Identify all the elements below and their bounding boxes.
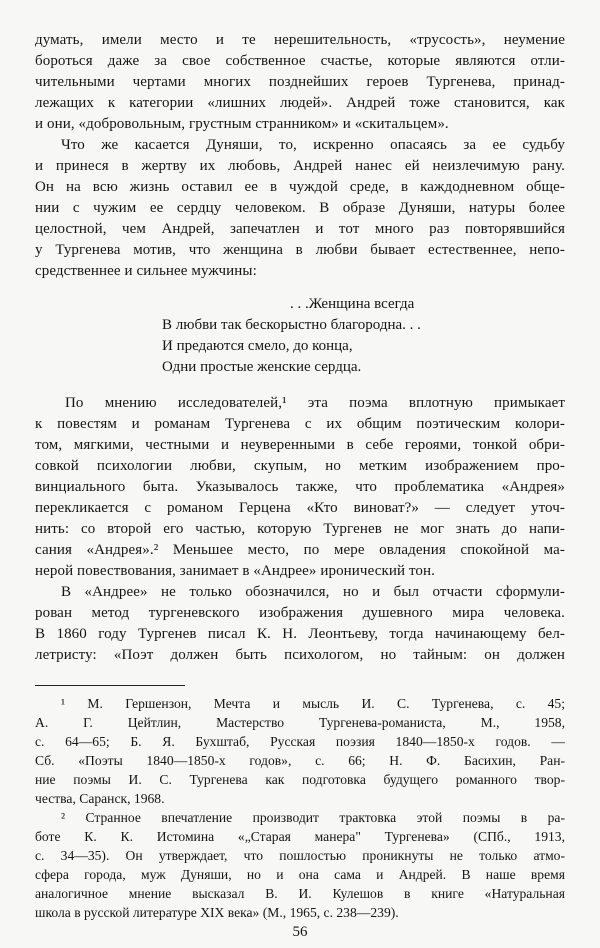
text-line: сания «Андрея».² Меньшее место, по мере овладения спокойной ма-	[35, 542, 565, 558]
text-line: перекликается с романом Герцена «Кто виноват?» — следует уточ-	[35, 500, 565, 516]
text-line: В «Андрее» не только обозначился, но и был отчасти сформули-	[61, 584, 565, 600]
footnote-line: с. 64—65; Б. Я. Бухштаб, Русская поэзия 1840—1850-х годов. —	[35, 734, 565, 749]
text-line: винциального быта. Указывалось также, что проблематика «Андрея»	[35, 479, 565, 495]
text-line: чительными чертами многих позднейших героев Тургенева, принад-	[35, 74, 565, 90]
text-line: бороться даже за свое собственное счастье, которые являются отли-	[35, 53, 565, 69]
text-line: у Тургенева мотив, что женщина в любви бывает естественнее, непо-	[35, 242, 565, 258]
footnote-line: боте К. К. Истомина «„Старая манера" Тургенева» (СПб., 1913,	[35, 829, 565, 844]
text-line: к повестям и романам Тургенева с их общим поэтическим колори-	[35, 416, 565, 432]
text-line: По мнению исследователей,¹ эта поэма вплотную примыкает	[65, 395, 565, 411]
text-line: целостной, чем Андрей, запечатлен и тот много раз повторявшийся	[35, 221, 565, 237]
footnote-line: ² Странное впечатление производит трактовка этой поэмы в ра-	[61, 810, 565, 825]
text-line: лежащих к категории «лишних людей». Андрей тоже становится, как	[35, 95, 565, 111]
poem-line: . . .Женщина всегда	[290, 296, 415, 312]
poem-line: И предаются смело, до конца,	[162, 338, 353, 354]
text-line: В 1860 году Тургенев писал К. Н. Леонтьеву, тогда начинающему бел-	[35, 626, 565, 642]
text-line: совкой психологии любви, скупым, но метким изображением про-	[35, 458, 565, 474]
footnote-line: ние поэмы И. С. Тургенева как подготовка будущего романного твор-	[35, 772, 565, 787]
page-number: 56	[292, 924, 308, 940]
text-line: нерой повествования, занимает в «Андрее» иронический тон.	[35, 563, 435, 579]
text-line: и принеся в жертву их любовь, Андрей нанес ей неизлечимую рану.	[35, 158, 565, 174]
text-line: Что же касается Дуняши, то, искренно опасаясь за ее судьбу	[61, 137, 565, 153]
footnote-divider	[35, 685, 185, 686]
text-line: думать, имели место и те нерешительность, «трусость», неумение	[35, 32, 565, 48]
text-line: летристу: «Поэт должен быть психологом, но тайным: он должен	[35, 647, 565, 663]
text-line: нии с чужим ее сердцу человеком. В образе Дуняши, натуры более	[35, 200, 565, 216]
text-line: рован метод тургеневского изображения душевного мира человека.	[35, 605, 565, 621]
footnote-line: ¹ М. Гершензон, Мечта и мысль И. С. Тургенева, с. 45;	[61, 696, 565, 711]
footnote-line: аналогичное мнение высказал В. И. Кулешов в книге «Натуральная	[35, 886, 565, 901]
text-line: том, мягкими, честными и неуверенными в себе героями, тонкой обри-	[35, 437, 565, 453]
footnote-line: сфера города, муж Дуняши, но и она сама и Андрей. В наше время	[35, 867, 565, 882]
text-line: и они, «добровольным, грустным странником» и «скитальцем».	[35, 116, 449, 132]
footnote-line: школа в русской литературе XIX века» (М., 1965, с. 238—239).	[35, 905, 399, 920]
poem-line: Одни простые женские сердца.	[162, 359, 362, 375]
footnote-line: Сб. «Поэты 1840—1850-х годов», с. 66; Н. Ф. Басихин, Ран-	[35, 753, 565, 768]
poem-line: В любви так бескорыстно благородна. . .	[162, 317, 421, 333]
footnote-line: с. 34—35). Он утверждает, что пошлостью проникнуты не только атмо-	[35, 848, 565, 863]
text-line: Он на всю жизнь оставил ее в чуждой среде, в каждодневном обще-	[35, 179, 565, 195]
text-line: средственнее и сильнее мужчины:	[35, 263, 257, 279]
footnote-line: А. Г. Цейтлин, Мастерство Тургенева-романиста, М., 1958,	[35, 715, 565, 730]
text-line: нить: со второй его частью, которую Тургенев не мог знать до напи-	[35, 521, 565, 537]
footnote-line: чества, Саранск, 1968.	[35, 791, 165, 806]
